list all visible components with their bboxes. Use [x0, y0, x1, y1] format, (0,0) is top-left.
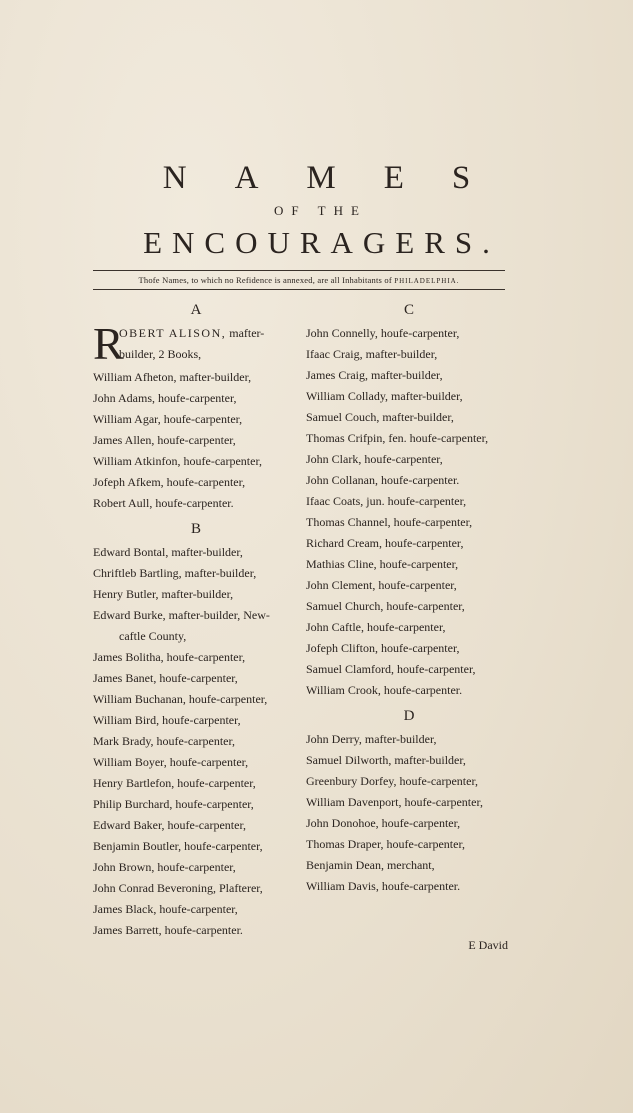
list-item: Mark Brady, houfe-carpenter, — [93, 734, 236, 748]
list-item: William Afheton, mafter-builder, — [93, 370, 252, 384]
list-item: James Allen, houfe-carpenter, — [93, 433, 236, 447]
list-item: William Boyer, houfe-carpenter, — [93, 755, 249, 769]
list-item: Samuel Dilworth, mafter-builder, — [306, 753, 466, 767]
list-item: Ifaac Craig, mafter-builder, — [306, 347, 438, 361]
d-entries — [306, 729, 512, 897]
list-item: Philip Burchard, houfe-carpenter, — [93, 797, 254, 811]
list-item: James Barrett, houfe-carpenter. — [93, 923, 243, 937]
list-item: John Caftle, houfe-carpenter, — [306, 620, 446, 634]
list-item: Chriftleb Bartling, mafter-builder, — [93, 566, 257, 580]
c-entries — [306, 323, 512, 701]
letter-heading-c: C — [403, 302, 414, 318]
catchword: E David — [468, 938, 508, 952]
top-rule — [93, 270, 505, 271]
letter-heading-d: D — [403, 708, 415, 724]
list-item: John Derry, mafter-builder, — [306, 732, 437, 746]
first-entry-line-2: builder, 2 Books, — [119, 347, 202, 361]
list-item: John Clement, houfe-carpenter, — [306, 578, 457, 592]
list-item: Greenbury Dorfey, houfe-carpenter, — [306, 774, 478, 788]
page-title: NAMES — [162, 160, 519, 196]
list-item: Richard Cream, houfe-carpenter, — [306, 536, 464, 550]
list-item: Jofeph Afkem, houfe-carpenter, — [93, 475, 246, 489]
list-item: John Donohoe, houfe-carpenter, — [306, 816, 461, 830]
letter-heading-a: A — [190, 302, 202, 318]
list-item: William Collady, mafter-builder, — [306, 389, 463, 403]
list-item: John Connelly, houfe-carpenter, — [306, 326, 460, 340]
list-item: William Atkinfon, houfe-carpenter, — [93, 454, 262, 468]
list-item: William Crook, houfe-carpenter. — [306, 683, 463, 697]
left-column — [93, 299, 299, 941]
list-item: Robert Aull, houfe-carpenter. — [93, 496, 234, 510]
note-place: PHILADELPHIA. — [394, 277, 460, 285]
list-item: Henry Butler, mafter-builder, — [93, 587, 234, 601]
list-item: James Black, houfe-carpenter, — [93, 902, 238, 916]
list-item: Thomas Crifpin, fen. houfe-carpenter, — [306, 431, 489, 445]
list-item: Jofeph Clifton, houfe-carpenter, — [306, 641, 460, 655]
list-item: William Davenport, houfe-carpenter, — [306, 795, 483, 809]
list-item: Thomas Channel, houfe-carpenter, — [306, 515, 473, 529]
list-item: William Buchanan, houfe-carpenter, — [93, 692, 268, 706]
list-item: Samuel Clamford, houfe-carpenter, — [306, 662, 476, 676]
list-item: Benjamin Dean, merchant, — [306, 858, 435, 872]
list-item: Edward Bontal, mafter-builder, — [93, 545, 243, 559]
note-text: Thofe Names, to which no Refidence is annexed, are all Inhabitants of — [138, 275, 392, 285]
list-item: John Collanan, houfe-carpenter. — [306, 473, 460, 487]
letter-heading-b: B — [190, 521, 201, 537]
list-item: Edward Baker, houfe-carpenter, — [93, 818, 246, 832]
list-item: Ifaac Coats, jun. houfe-carpenter, — [306, 494, 467, 508]
entry-burke-cont: caftle County, — [119, 629, 187, 643]
entry-burke: Edward Burke, mafter-builder, New- — [93, 608, 270, 622]
list-item: John Adams, houfe-carpenter, — [93, 391, 237, 405]
first-entry-line-1: OBERT ALISON, mafter- — [119, 326, 265, 340]
b-entries-2 — [93, 647, 299, 941]
list-item: Samuel Couch, mafter-builder, — [306, 410, 454, 424]
list-item: William Bird, houfe-carpenter, — [93, 713, 241, 727]
list-item: James Bolitha, houfe-carpenter, — [93, 650, 246, 664]
drop-cap: R — [93, 318, 124, 369]
residence-note — [93, 275, 505, 287]
list-item: John Brown, houfe-carpenter, — [93, 860, 236, 874]
list-item: James Banet, houfe-carpenter, — [93, 671, 238, 685]
list-item: Benjamin Boutler, houfe-carpenter, — [93, 839, 263, 853]
list-item: William Davis, houfe-carpenter. — [306, 879, 461, 893]
list-item: James Craig, mafter-builder, — [306, 368, 443, 382]
list-item: William Agar, houfe-carpenter, — [93, 412, 243, 426]
page-subtitle: ENCOURAGERS. — [143, 225, 500, 260]
right-column — [306, 299, 512, 897]
bottom-rule — [93, 289, 505, 290]
list-item: Thomas Draper, houfe-carpenter, — [306, 837, 465, 851]
list-item: Samuel Church, houfe-carpenter, — [306, 599, 465, 613]
title-of-the: OF THE — [274, 203, 367, 218]
a-entries — [93, 367, 299, 514]
list-item: John Conrad Beveroning, Plafterer, — [93, 881, 263, 895]
list-item: Mathias Cline, houfe-carpenter, — [306, 557, 459, 571]
list-item: Henry Bartlefon, houfe-carpenter, — [93, 776, 256, 790]
list-item: John Clark, houfe-carpenter, — [306, 452, 443, 466]
first-entry — [93, 318, 299, 369]
b-entries-1 — [93, 542, 299, 605]
